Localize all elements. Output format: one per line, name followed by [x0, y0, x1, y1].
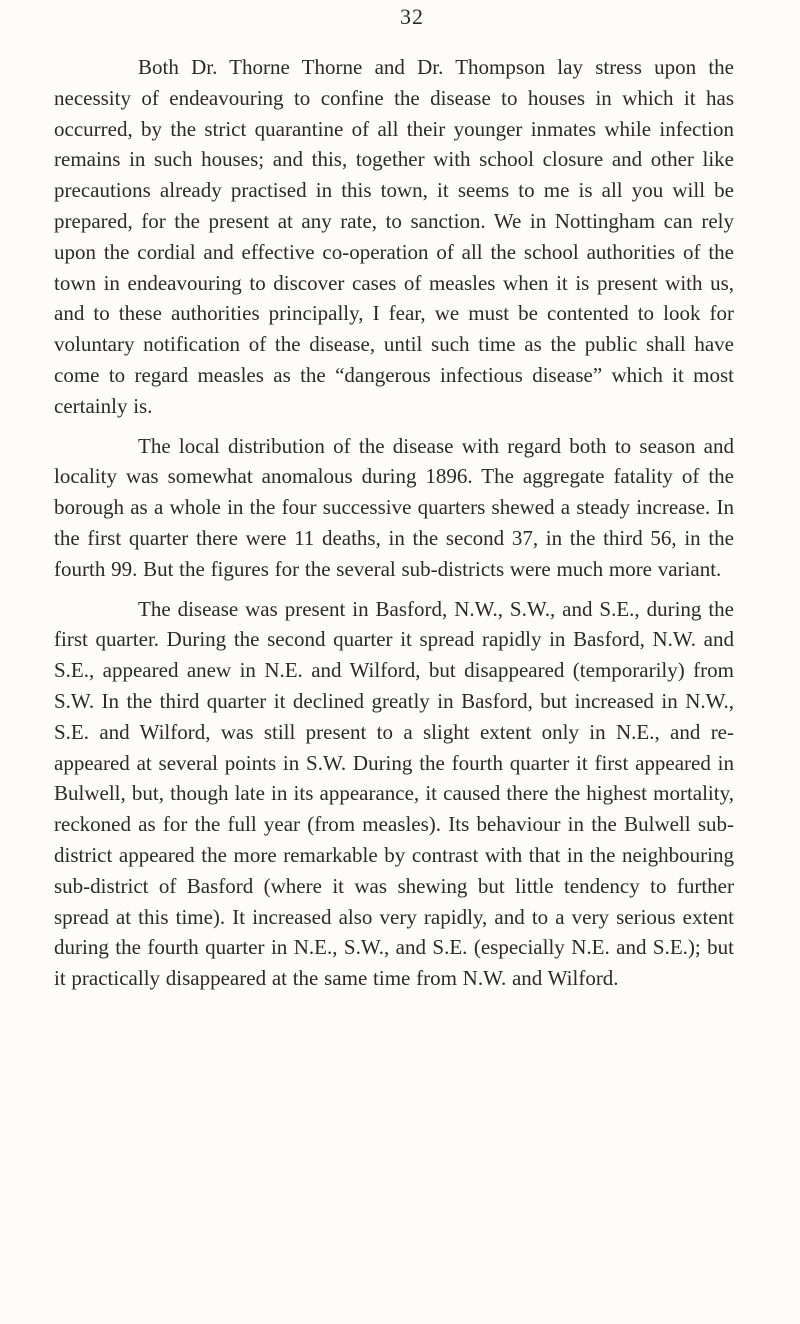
body-text — [54, 52, 734, 994]
paragraph-quarantine: Both Dr. Thorne Thorne and Dr. Thompson lay stress upon the necessity of endeavouring to confine the disease to houses in which it has occurred, by the strict quarantine of all their younger inmates while infection remains in such houses; and this, together with school closure and other like precautions already practised in this town, it seems to me is all you will be prepared, for the present at any rate, to sanction. We in Nottingham can rely upon the cordial and effective co-operation of all the school authorities of the town in endeavouring to discover cases of measles when it is present with us, and to these authorities principally, I fear, we must be contented to look for voluntary notification of the disease, until such time as the public shall have come to regard measles as the “dangerous infectious disease” which it most certainly is. — [54, 55, 734, 418]
page-number: 32 — [400, 4, 424, 29]
paragraph-local-distribution: The local distribution of the disease with regard both to season and locality was somewhat anomalous during 1896. The aggregate fatality of the borough as a whole in the four successive quarters shewed a steady increase. In the first quarter there were 11 deaths, in the second 37, in the third 56, in the fourth 99. But the figures for the several sub-districts were much more variant. — [54, 433, 734, 581]
paragraph-sub-district-spread: The disease was present in Basford, N.W., S.W., and S.E., during the first quarter. During the second quarter it spread rapidly in Basford, N.W. and S.E., appeared anew in N.E. and Wilford, but disappeared (temporarily) from S.W. In the third quarter it declined greatly in Basford, but increased in N.W., S.E. and Wilford, was still present to a slight extent only in N.E., and re-appeared at several points in S.W. During the fourth quarter it first appeared in Bulwell, but, though late in its appearance, it caused there the highest mortality, reckoned as for the full year (from measles). Its behaviour in the Bulwell sub-district appeared the more remarkable by contrast with that in the neighbouring sub-district of Basford (where it was shewing but little tendency to further spread at this time). It increased also very rapidly, and to a very serious extent during the fourth quarter in N.E., S.W., and S.E. (especially N.E. and S.E.); but it practically disappeared at the same time from N.W. and Wilford. — [54, 596, 734, 991]
